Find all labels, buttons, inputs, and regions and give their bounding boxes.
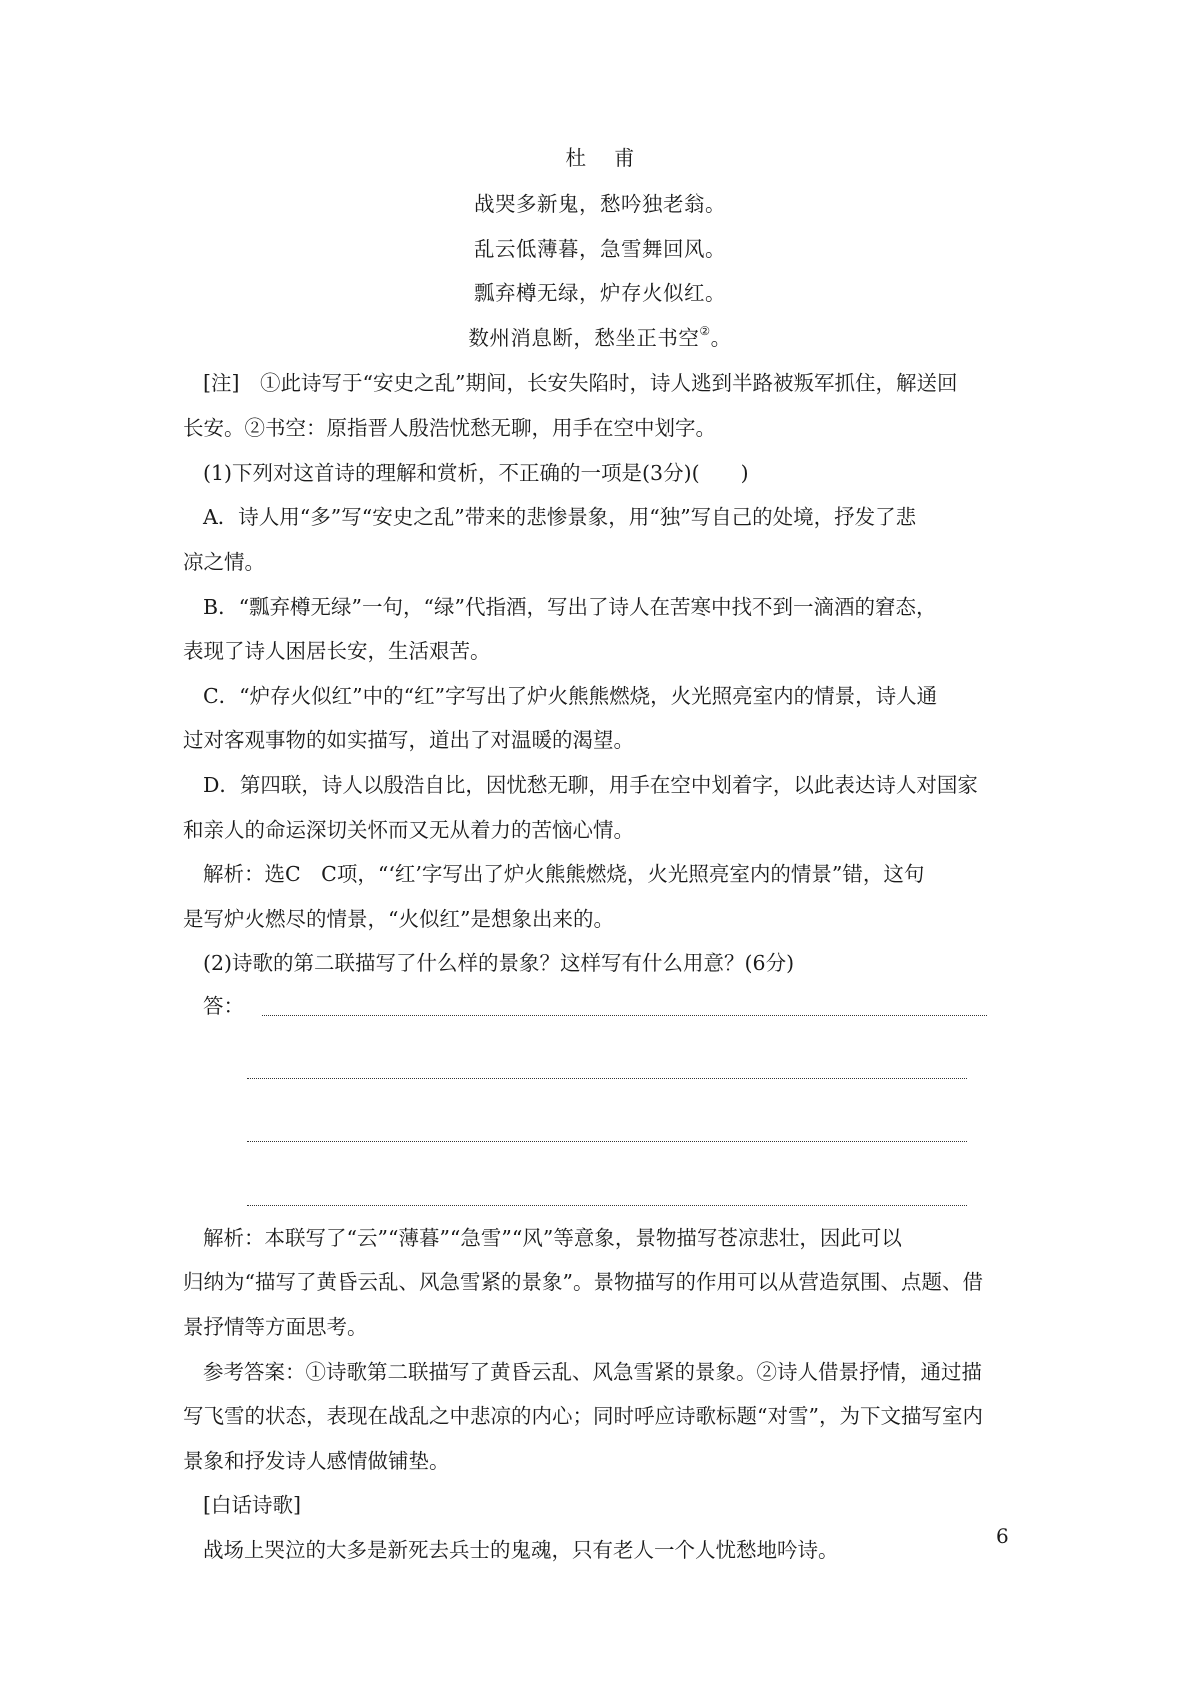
poem-line-3: 瓢弃樽无绿，炉存火似红。 [474,281,726,305]
q2-stem: (2)诗歌的第二联描写了什么样的景象？这样写有什么用意？(6分) [203,951,795,975]
q1-option-b-line-1: B．“瓢弃樽无绿”一句，“绿”代指酒，写出了诗人在苦寒中找不到一滴酒的窘态， [203,595,937,619]
poem-footnote-mark: ② [699,324,711,338]
q1-option-a-line-2: 凉之情。 [183,550,265,574]
answer-line-2[interactable] [247,1078,967,1079]
note-line-1: [注] ①此诗写于“安史之乱”期间，长安失陷时，诗人逃到半路被叛军抓住，解送回 [203,371,958,395]
q1-option-d-line-2: 和亲人的命运深切关怀而又无从着力的苦恼心情。 [183,818,634,842]
q2-reference-line-3: 景象和抒发诗人感情做铺垫。 [183,1449,450,1473]
q2-reference-line-2: 写飞雪的状态，表现在战乱之中悲凉的内心；同时呼应诗歌标题“对雪”，为下文描写室内 [183,1404,983,1428]
q1-option-d-line-1: D．第四联，诗人以殷浩自比，因忧愁无聊，用手在空中划着字，以此表达诗人对国家 [203,773,978,797]
q2-reference-line-1: 参考答案：①诗歌第二联描写了黄昏云乱、风急雪紧的景象。②诗人借景抒情，通过描 [203,1360,982,1384]
q1-analysis-line-2: 是写炉火燃尽的情景，“火似红”是想象出来的。 [183,907,614,931]
q1-option-c-line-1: C．“炉存火似红”中的“红”字写出了炉火熊熊燃烧，火光照亮室内的情景，诗人通 [203,684,938,708]
poem-line-2: 乱云低薄暮，急雪舞回风。 [474,237,726,261]
q1-analysis-line-1: 解析：选C C项，“‘红’字写出了炉火熊熊燃烧，火光照亮室内的情景”错，这句 [203,862,925,886]
vernacular-heading: [白话诗歌] [203,1493,301,1517]
poem-author: 杜甫 [565,146,663,170]
q1-option-c-line-2: 过对客观事物的如实描写，道出了对温暖的渴望。 [183,728,634,752]
answer-line-3[interactable] [247,1141,967,1142]
answer-label: 答： [203,994,244,1018]
answer-line-4[interactable] [247,1205,967,1206]
poem-line-4-text: 数州消息断，愁坐正书空 [468,326,700,350]
q1-option-b-line-2: 表现了诗人困居长安，生活艰苦。 [183,639,491,663]
poem-line-4 [0,324,1200,350]
answer-line-1[interactable] [262,1015,987,1016]
q2-analysis-line-2: 归纳为“描写了黄昏云乱、风急雪紧的景象”。景物描写的作用可以从营造氛围、点题、借 [183,1270,983,1294]
q1-stem: (1)下列对这首诗的理解和赏析，不正确的一项是(3分)( ) [203,461,749,485]
page-number: 6 [996,1524,1009,1548]
q2-analysis-line-3: 景抒情等方面思考。 [183,1315,368,1339]
vernacular-line-1: 战场上哭泣的大多是新死去兵士的鬼魂，只有老人一个人忧愁地吟诗。 [203,1538,839,1562]
poem-line-1: 战哭多新鬼，愁吟独老翁。 [474,192,726,216]
q2-analysis-line-1: 解析：本联写了“云”“薄暮”“急雪”“风”等意象，景物描写苍凉悲壮，因此可以 [203,1226,902,1250]
q1-option-a-line-1: A．诗人用“多”写“安史之乱”带来的悲惨景象，用“独”写自己的处境，抒发了悲 [203,505,917,529]
poem-line-4-period: 。 [710,326,732,350]
note-line-2: 长安。②书空：原指晋人殷浩忧愁无聊，用手在空中划字。 [183,416,716,440]
